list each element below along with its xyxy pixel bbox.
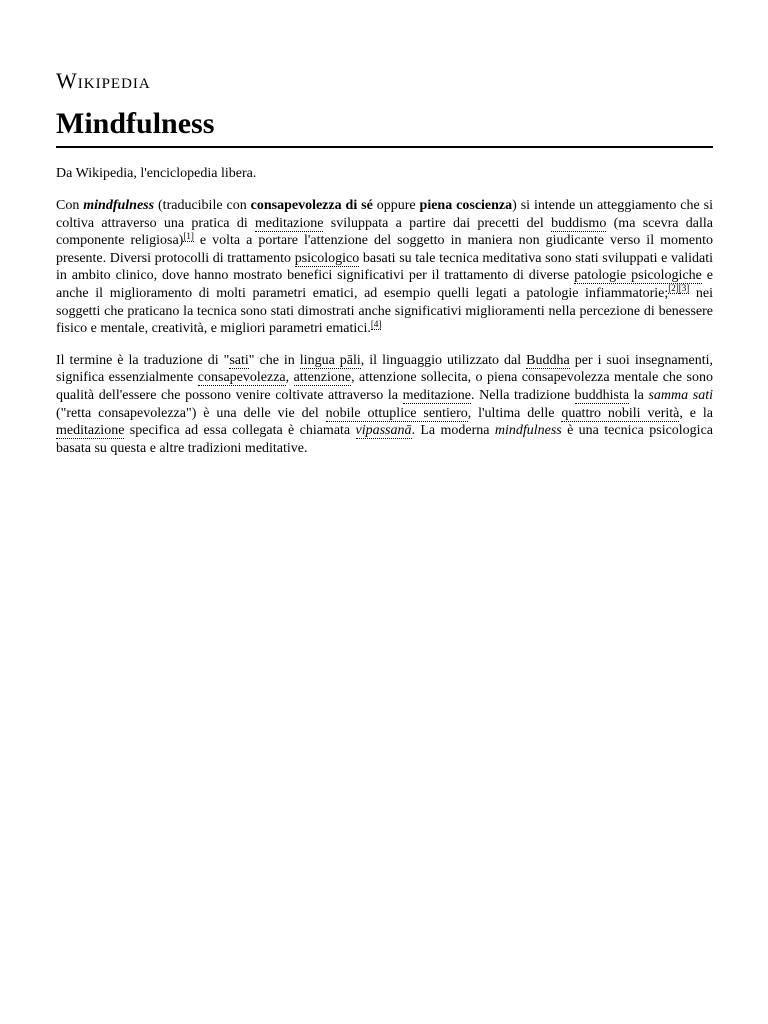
paragraph-etymology — [56, 352, 713, 458]
text: è una tecnica psicologica basata su questa e altre tradizioni meditative. — [56, 423, 714, 456]
link-consapevolezza[interactable]: consapevolezza — [197, 370, 286, 386]
text: oppure — [372, 198, 420, 213]
text: ("retta consapevolezza") è una delle vie del — [56, 405, 326, 421]
text: basati su tale tecnica meditativa sono stati sviluppati e validati in ambito clinico, dove hanno mostrato benefici significativi per il trattamento di diverse — [56, 250, 713, 284]
text: . Nella tradizione — [471, 387, 575, 403]
reference-1[interactable]: [1] — [183, 230, 194, 241]
text: sviluppata a partire dai precetti del — [323, 215, 552, 231]
text: specifica ad essa collegata è chiamata — [124, 423, 356, 439]
link-quattro-nobili-verita[interactable]: quattro nobili verità — [561, 405, 680, 421]
page-title: Mindfulness — [56, 106, 713, 148]
wikipedia-logo[interactable]: Wikipedia — [56, 68, 151, 93]
reference-3[interactable]: [3] — [678, 283, 690, 294]
text: e volta a portare l'attenzione del soggetto in maniera non giudicante verso il momento presente. Diversi protocolli di trattamento — [56, 233, 713, 266]
text: , attenzione sollecita, o piena consapevolezza mentale che sono qualità dell'essere che possono venire coltivate attraverso la — [56, 370, 714, 403]
link-meditazione[interactable]: meditazione — [56, 423, 125, 439]
term-piena-coscienza: piena coscienza — [419, 198, 513, 213]
text: " che in — [248, 352, 300, 368]
link-patologie-psicologiche[interactable]: patologie psicologiche — [574, 268, 702, 284]
reference-2[interactable]: [2] — [668, 283, 679, 294]
link-buddha[interactable]: Buddha — [526, 352, 570, 368]
text: Il termine è la traduzione di " — [56, 352, 230, 368]
link-buddhista[interactable]: buddhista — [574, 387, 630, 403]
reference-4[interactable]: [4] — [370, 318, 382, 329]
article — [56, 68, 713, 457]
tagline: Da Wikipedia, l'enciclopedia libera. — [56, 166, 257, 181]
term-consapevolezza-di-se: consapevolezza di sé — [250, 198, 373, 213]
text: e anche il miglioramento di molti parametri ematici, ad esempio quelli legati a patologie infiammatorie; — [56, 268, 714, 301]
link-nobile-ottuplice-sentiero[interactable]: nobile ottuplice sentiero — [325, 405, 468, 421]
link-meditazione[interactable]: meditazione — [255, 215, 324, 231]
link-vipassana[interactable]: vipassanā — [355, 423, 412, 439]
text: la — [629, 387, 649, 403]
text: ) si intende un atteggiamento che si coltiva attraverso una pratica di — [56, 198, 713, 231]
text: (ma scevra dalla componente religiosa) — [56, 215, 713, 249]
link-buddismo[interactable]: buddismo — [551, 215, 607, 231]
text: nei soggetti che praticano la tecnica sono stati dimostrati anche significativi miglioramenti nella percezione di benessere fisico e mentale, creatività, e migliori parametri ematici. — [56, 285, 714, 337]
text: , e la — [679, 405, 713, 421]
text: , l'ultima delle — [467, 405, 562, 421]
text: . La moderna — [411, 423, 495, 439]
link-meditazione[interactable]: meditazione — [402, 387, 471, 403]
text: per i suoi insegnamenti, significa essenzialmente — [56, 352, 713, 386]
text: (traducibile con — [154, 198, 251, 213]
text: Con — [56, 198, 84, 213]
link-attenzione[interactable]: attenzione — [293, 370, 352, 386]
link-sati[interactable]: sati — [229, 352, 249, 368]
paragraph-intro — [56, 197, 713, 338]
term-mindfulness: mindfulness — [83, 198, 155, 213]
text: , — [285, 370, 294, 386]
term-mindfulness: mindfulness — [494, 423, 562, 439]
link-psicologico[interactable]: psicologico — [294, 250, 360, 266]
link-lingua-pali[interactable]: lingua pāli — [299, 352, 361, 368]
term-samma-sati: samma sati — [648, 387, 713, 403]
text: , il linguaggio utilizzato dal — [360, 352, 527, 368]
